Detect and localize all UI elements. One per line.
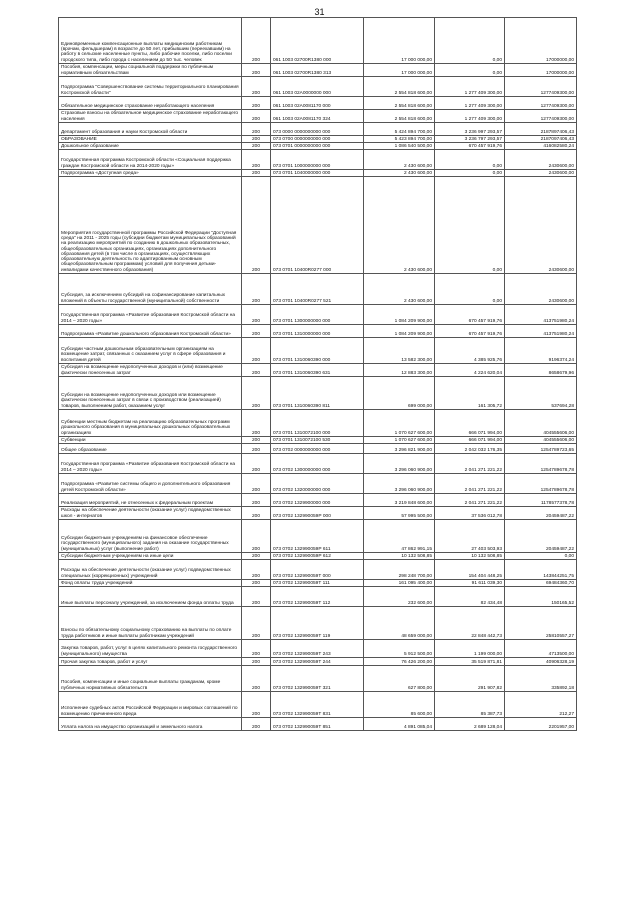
- row-approved-cell: 76 426 200,00: [364, 658, 435, 666]
- row-executed-cell: 154 404 448,25: [435, 560, 505, 580]
- table-row: [59, 474, 577, 494]
- table-row: [59, 454, 577, 474]
- row-approved-cell: 3 296 060 900,00: [364, 474, 435, 494]
- row-executed-cell: 291 907,82: [435, 666, 505, 692]
- row-remaining-cell: 8658679,96: [505, 364, 577, 377]
- row-name-cell: Расходы на обеспечение деятельности (оказание услуг) подведомственных специальных (коррекционных) учреждений: [59, 560, 242, 580]
- row-remaining-cell: 2201957,00: [505, 718, 577, 731]
- row-approved-cell: 2 430 600,00: [364, 177, 435, 274]
- row-budget-code-cell: 061 1003 02700R1380 313: [271, 64, 364, 77]
- row-name-cell: Прочая закупка товаров, работ и услуг: [59, 658, 242, 666]
- row-name-cell: Департамент образования и науки Костромской области: [59, 123, 242, 136]
- row-executed-cell: 10 132 508,85: [435, 553, 505, 560]
- table-row: [59, 437, 577, 444]
- row-budget-code-cell: 073 0702 132990059Р 612: [271, 553, 364, 560]
- row-name-cell: Фонд оплаты труда учреждений: [59, 580, 242, 587]
- row-budget-code-cell: 073 0702 132990059Т 243: [271, 640, 364, 658]
- row-executed-cell: 3 236 797 293,57: [435, 136, 505, 143]
- row-line-code-cell: 200: [242, 692, 271, 718]
- table-row: [59, 274, 577, 305]
- row-budget-code-cell: 073 0701 0000000000 000: [271, 143, 364, 150]
- table-row: [59, 150, 577, 170]
- row-name-cell: Государственная программа «Развитие образования Костромской области на 2014 – 2020 годы»: [59, 454, 242, 474]
- table-row: [59, 136, 577, 143]
- row-name-cell: Исполнение судебных актов Российской Федерации и мировых соглашений по возмещению причиненного вреда: [59, 692, 242, 718]
- row-remaining-cell: 2187097406,43: [505, 136, 577, 143]
- row-remaining-cell: 17000000,00: [505, 18, 577, 64]
- row-approved-cell: 10 132 508,85: [364, 553, 435, 560]
- row-remaining-cell: 413751980,24: [505, 305, 577, 325]
- row-approved-cell: 5 424 894 700,00: [364, 123, 435, 136]
- row-name-cell: Закупка товаров, работ, услуг в целях капитального ремонта государственного (муниципального) имущества: [59, 640, 242, 658]
- row-line-code-cell: 200: [242, 338, 271, 364]
- row-approved-cell: 5 423 894 700,00: [364, 136, 435, 143]
- row-name-cell: Единовременные компенсационные выплаты медицинским работникам (врачам, фельдшерам) в возрасте до 50 лет, прибывшим (переехавшим) на работу в сельские населенные пункты, либо рабочие поселки, либо поселки городского типа, либо города с населением до 50 тыс. человек: [59, 18, 242, 64]
- table-row: [59, 338, 577, 364]
- row-remaining-cell: 404555606,00: [505, 410, 577, 437]
- row-budget-code-cell: 061 1003 02А0081170 324: [271, 110, 364, 123]
- table-row: [59, 560, 577, 580]
- row-name-cell: Пособия, компенсации, меры социальной поддержки по публичным нормативным обязательствам: [59, 64, 242, 77]
- row-budget-code-cell: 073 0701 1000000000 000: [271, 150, 364, 170]
- row-executed-cell: 0,00: [435, 177, 505, 274]
- row-remaining-cell: 537694,28: [505, 377, 577, 410]
- row-remaining-cell: 1277409300,00: [505, 110, 577, 123]
- row-executed-cell: 22 848 442,73: [435, 607, 505, 640]
- row-line-code-cell: 200: [242, 325, 271, 338]
- row-name-cell: Государственная программа Костромской области «Социальная поддержка граждан Костромской области на 2014-2020 годы»: [59, 150, 242, 170]
- table-row: [59, 64, 577, 77]
- row-name-cell: Иные выплаты персоналу учреждений, за исключением фонда оплаты труда: [59, 587, 242, 607]
- table-row: [59, 97, 577, 110]
- row-name-cell: Субсидии бюджетным учреждениям на иные цели: [59, 553, 242, 560]
- row-line-code-cell: 200: [242, 560, 271, 580]
- row-approved-cell: 57 995 500,00: [364, 507, 435, 520]
- row-budget-code-cell: 073 0701 10400R0277 521: [271, 274, 364, 305]
- row-line-code-cell: 200: [242, 150, 271, 170]
- row-approved-cell: 85 600,00: [364, 692, 435, 718]
- row-remaining-cell: 1277409300,00: [505, 97, 577, 110]
- row-remaining-cell: 143844251,75: [505, 560, 577, 580]
- row-executed-cell: 1 277 409 300,00: [435, 77, 505, 97]
- row-executed-cell: 666 071 994,00: [435, 437, 505, 444]
- row-executed-cell: 85 387,73: [435, 692, 505, 718]
- row-remaining-cell: 1254789678,78: [505, 474, 577, 494]
- row-executed-cell: 1 199 000,00: [435, 640, 505, 658]
- budget-table-body: [59, 18, 577, 731]
- row-remaining-cell: 9196374,24: [505, 338, 577, 364]
- table-row: [59, 718, 577, 731]
- table-row: [59, 170, 577, 177]
- row-line-code-cell: 200: [242, 607, 271, 640]
- row-executed-cell: 0,00: [435, 170, 505, 177]
- row-line-code-cell: 200: [242, 97, 271, 110]
- row-remaining-cell: 0,00: [505, 553, 577, 560]
- row-line-code-cell: 200: [242, 718, 271, 731]
- table-row: [59, 110, 577, 123]
- table-row: [59, 580, 577, 587]
- table-row: [59, 77, 577, 97]
- row-remaining-cell: 150165,52: [505, 587, 577, 607]
- table-row: [59, 692, 577, 718]
- row-name-cell: Подпрограмма «Доступная среда»: [59, 170, 242, 177]
- row-budget-code-cell: 061 1003 02А0081170 000: [271, 97, 364, 110]
- row-name-cell: Пособия, компенсации и иные социальные выплаты гражданам, кроме публичных нормативных обязательств: [59, 666, 242, 692]
- row-remaining-cell: 69484360,70: [505, 580, 577, 587]
- row-line-code-cell: 200: [242, 170, 271, 177]
- row-approved-cell: 17 000 000,00: [364, 18, 435, 64]
- row-approved-cell: 2 430 600,00: [364, 170, 435, 177]
- row-remaining-cell: 1254789678,78: [505, 454, 577, 474]
- row-line-code-cell: 200: [242, 437, 271, 444]
- row-executed-cell: 2 042 032 176,35: [435, 444, 505, 454]
- row-budget-code-cell: 073 0701 1310072100 000: [271, 410, 364, 437]
- row-name-cell: Страховые взносы на обязательное медицинское страхование неработающего населения: [59, 110, 242, 123]
- row-executed-cell: 3 236 997 293,57: [435, 123, 505, 136]
- row-approved-cell: 3 296 821 900,00: [364, 444, 435, 454]
- table-row: [59, 143, 577, 150]
- row-name-cell: Субсидии на возмещение недополученных доходов или возмещение фактически понесенных затрат в связи с производством (реализацией) товаров, выполнением работ, оказанием услуг: [59, 377, 242, 410]
- row-remaining-cell: 20459487,22: [505, 520, 577, 553]
- row-executed-cell: 2 041 271 221,22: [435, 474, 505, 494]
- row-executed-cell: 0,00: [435, 150, 505, 170]
- row-executed-cell: 82 434,48: [435, 587, 505, 607]
- row-budget-code-cell: 073 0000 0000000000 000: [271, 123, 364, 136]
- row-approved-cell: 3 219 848 600,00: [364, 494, 435, 507]
- row-executed-cell: 2 689 128,04: [435, 718, 505, 731]
- row-approved-cell: 5 912 500,00: [364, 640, 435, 658]
- row-line-code-cell: 200: [242, 110, 271, 123]
- row-remaining-cell: 2430600,00: [505, 150, 577, 170]
- row-line-code-cell: 200: [242, 587, 271, 607]
- row-approved-cell: 1 086 540 500,00: [364, 143, 435, 150]
- row-budget-code-cell: 061 1003 02А0000000 000: [271, 77, 364, 97]
- row-name-cell: Субсидия, за исключением субсидий на софинансирование капитальных вложений в объекты государственной (муниципальной) собственности: [59, 274, 242, 305]
- row-remaining-cell: 17000000,00: [505, 64, 577, 77]
- row-executed-cell: 4 385 925,76: [435, 338, 505, 364]
- row-line-code-cell: 200: [242, 666, 271, 692]
- row-budget-code-cell: 073 0702 132990059Т 244: [271, 658, 364, 666]
- row-line-code-cell: 200: [242, 77, 271, 97]
- row-remaining-cell: 25810557,27: [505, 607, 577, 640]
- row-line-code-cell: 200: [242, 136, 271, 143]
- row-line-code-cell: 200: [242, 640, 271, 658]
- row-line-code-cell: 200: [242, 377, 271, 410]
- row-remaining-cell: 1277409300,00: [505, 77, 577, 97]
- row-budget-code-cell: 073 0702 1300000000 000: [271, 454, 364, 474]
- row-budget-code-cell: 073 0702 0000000000 000: [271, 444, 364, 454]
- row-budget-code-cell: 073 0701 10400R0277 000: [271, 177, 364, 274]
- table-row: [59, 587, 577, 607]
- row-approved-cell: 1 084 209 900,00: [364, 305, 435, 325]
- row-budget-code-cell: 073 0702 132990059Т 851: [271, 718, 364, 731]
- row-executed-cell: 1 277 409 300,00: [435, 110, 505, 123]
- row-line-code-cell: 200: [242, 364, 271, 377]
- row-line-code-cell: 200: [242, 143, 271, 150]
- table-row: [59, 520, 577, 553]
- row-budget-code-cell: 073 0702 1329900000 000: [271, 494, 364, 507]
- row-name-cell: Дошкольное образование: [59, 143, 242, 150]
- table-row: [59, 377, 577, 410]
- table-row: [59, 410, 577, 437]
- row-name-cell: Взносы по обязательному социальному страхованию на выплаты по оплате труда работников и иные выплаты работникам учреждений: [59, 607, 242, 640]
- row-approved-cell: 4 891 085,04: [364, 718, 435, 731]
- row-budget-code-cell: 073 0701 1310000000 000: [271, 325, 364, 338]
- row-executed-cell: 91 611 039,30: [435, 580, 505, 587]
- row-budget-code-cell: 073 0702 132990059Т 111: [271, 580, 364, 587]
- row-remaining-cell: 40906328,19: [505, 658, 577, 666]
- row-name-cell: Подпрограмма "Совершенствование системы территориального планирования Костромской области": [59, 77, 242, 97]
- row-approved-cell: 47 862 991,15: [364, 520, 435, 553]
- row-budget-code-cell: 073 0701 1310060390 811: [271, 377, 364, 410]
- table-row: [59, 364, 577, 377]
- row-budget-code-cell: 073 0702 132990059Т 831: [271, 692, 364, 718]
- row-executed-cell: 670 457 919,76: [435, 143, 505, 150]
- row-approved-cell: 13 582 300,00: [364, 338, 435, 364]
- row-budget-code-cell: 073 0702 132990059Т 112: [271, 587, 364, 607]
- table-row: [59, 494, 577, 507]
- row-approved-cell: 3 296 060 900,00: [364, 454, 435, 474]
- row-name-cell: Государственная программа «Развитие образования Костромской области на 2014 – 2020 годы»: [59, 305, 242, 325]
- row-remaining-cell: 4713500,00: [505, 640, 577, 658]
- row-name-cell: Субвенции: [59, 437, 242, 444]
- table-row: [59, 177, 577, 274]
- row-line-code-cell: 200: [242, 64, 271, 77]
- table-row: [59, 553, 577, 560]
- row-line-code-cell: 200: [242, 580, 271, 587]
- row-executed-cell: 37 536 012,78: [435, 507, 505, 520]
- row-line-code-cell: 200: [242, 123, 271, 136]
- row-name-cell: Субсидии частным дошкольным образовательным организациям на возмещение затрат, связанных с оказанием услуг в сфере образования и воспитания детей: [59, 338, 242, 364]
- table-row: [59, 123, 577, 136]
- row-executed-cell: 35 519 871,81: [435, 658, 505, 666]
- row-name-cell: Подпрограмма «Развитие системы общего и дополнительного образования детей Костромской области»: [59, 474, 242, 494]
- row-approved-cell: 12 883 300,00: [364, 364, 435, 377]
- row-approved-cell: 17 000 000,00: [364, 64, 435, 77]
- row-approved-cell: 2 430 600,00: [364, 150, 435, 170]
- row-approved-cell: 2 430 600,00: [364, 274, 435, 305]
- row-remaining-cell: 20459487,22: [505, 507, 577, 520]
- row-approved-cell: 1 070 627 600,00: [364, 437, 435, 444]
- row-approved-cell: 48 659 000,00: [364, 607, 435, 640]
- row-line-code-cell: 200: [242, 177, 271, 274]
- row-remaining-cell: 404555606,00: [505, 437, 577, 444]
- row-budget-code-cell: 073 0702 132990059Р 611: [271, 520, 364, 553]
- row-executed-cell: 0,00: [435, 18, 505, 64]
- row-name-cell: Подпрограмма «Развитие дошкольного образования Костромской области»: [59, 325, 242, 338]
- row-line-code-cell: 200: [242, 494, 271, 507]
- row-name-cell: Субсидия на возмещение недополученных доходов и (или) возмещение фактически понесенных затрат: [59, 364, 242, 377]
- row-executed-cell: 0,00: [435, 274, 505, 305]
- row-budget-code-cell: 061 1003 02700R1380 000: [271, 18, 364, 64]
- table-row: [59, 607, 577, 640]
- row-executed-cell: 2 041 271 221,22: [435, 454, 505, 474]
- row-name-cell: Обязательное медицинское страхование неработающего населения: [59, 97, 242, 110]
- budget-table: [58, 17, 577, 731]
- row-approved-cell: 699 000,00: [364, 377, 435, 410]
- row-name-cell: ОБРАЗОВАНИЕ: [59, 136, 242, 143]
- row-approved-cell: 2 554 818 600,00: [364, 77, 435, 97]
- row-line-code-cell: 200: [242, 410, 271, 437]
- row-line-code-cell: 200: [242, 553, 271, 560]
- row-name-cell: Субсидии бюджетным учреждениям на финансовое обеспечение государственного (муниципального) задания на оказание государственных (муниципальных) услуг (выполнение работ): [59, 520, 242, 553]
- row-budget-code-cell: 073 0702 132990059Р 000: [271, 507, 364, 520]
- row-approved-cell: 1 084 209 900,00: [364, 325, 435, 338]
- row-budget-code-cell: 073 0702 132990059Т 119: [271, 607, 364, 640]
- row-remaining-cell: 335892,18: [505, 666, 577, 692]
- row-budget-code-cell: 073 0701 1310060390 631: [271, 364, 364, 377]
- row-remaining-cell: 212,27: [505, 692, 577, 718]
- row-line-code-cell: 200: [242, 305, 271, 325]
- row-budget-code-cell: 073 0700 0000000000 000: [271, 136, 364, 143]
- row-remaining-cell: 2430600,00: [505, 177, 577, 274]
- row-executed-cell: 670 457 919,76: [435, 325, 505, 338]
- row-line-code-cell: 200: [242, 507, 271, 520]
- row-approved-cell: 627 800,00: [364, 666, 435, 692]
- row-executed-cell: 666 071 994,00: [435, 410, 505, 437]
- row-budget-code-cell: 073 0702 132990059Т 000: [271, 560, 364, 580]
- row-name-cell: Расходы на обеспечение деятельности (оказание услуг) подведомственных школ - интернатов: [59, 507, 242, 520]
- row-budget-code-cell: 073 0702 132990059Т 321: [271, 666, 364, 692]
- row-executed-cell: 1 277 409 300,00: [435, 97, 505, 110]
- row-executed-cell: 161 305,72: [435, 377, 505, 410]
- row-executed-cell: 0,00: [435, 64, 505, 77]
- row-approved-cell: 1 070 627 600,00: [364, 410, 435, 437]
- row-executed-cell: 2 041 271 221,22: [435, 494, 505, 507]
- row-remaining-cell: 1254789723,65: [505, 444, 577, 454]
- row-budget-code-cell: 073 0702 1320000000 000: [271, 474, 364, 494]
- row-remaining-cell: 413751980,24: [505, 325, 577, 338]
- table-row: [59, 444, 577, 454]
- row-line-code-cell: 200: [242, 18, 271, 64]
- page-number: 31: [314, 7, 325, 17]
- row-remaining-cell: 2430600,00: [505, 274, 577, 305]
- row-approved-cell: 2 554 818 600,00: [364, 97, 435, 110]
- row-approved-cell: 2 554 818 600,00: [364, 110, 435, 123]
- row-name-cell: Реализация мероприятий, не отнесенных к федеральным проектам: [59, 494, 242, 507]
- row-budget-code-cell: 073 0701 1310060390 000: [271, 338, 364, 364]
- table-row: [59, 18, 577, 64]
- row-remaining-cell: 2187897406,43: [505, 123, 577, 136]
- row-line-code-cell: 200: [242, 474, 271, 494]
- row-executed-cell: 670 457 919,76: [435, 305, 505, 325]
- row-remaining-cell: 2430600,00: [505, 170, 577, 177]
- table-row: [59, 325, 577, 338]
- table-row: [59, 658, 577, 666]
- row-approved-cell: 298 248 700,00: [364, 560, 435, 580]
- row-line-code-cell: 200: [242, 444, 271, 454]
- row-name-cell: Уплата налога на имущество организаций и земельного налога: [59, 718, 242, 731]
- row-executed-cell: 27 403 503,93: [435, 520, 505, 553]
- table-row: [59, 666, 577, 692]
- row-line-code-cell: 200: [242, 658, 271, 666]
- row-remaining-cell: 416082580,24: [505, 143, 577, 150]
- row-approved-cell: 161 095 400,00: [364, 580, 435, 587]
- row-budget-code-cell: 073 0701 1040000000 000: [271, 170, 364, 177]
- table-row: [59, 305, 577, 325]
- row-approved-cell: 232 600,00: [364, 587, 435, 607]
- row-line-code-cell: 200: [242, 274, 271, 305]
- row-line-code-cell: 200: [242, 454, 271, 474]
- row-name-cell: Общее образование: [59, 444, 242, 454]
- row-executed-cell: 4 224 620,04: [435, 364, 505, 377]
- row-budget-code-cell: 073 0701 1310072100 530: [271, 437, 364, 444]
- table-row: [59, 507, 577, 520]
- row-budget-code-cell: 073 0701 1300000000 000: [271, 305, 364, 325]
- row-line-code-cell: 200: [242, 520, 271, 553]
- row-remaining-cell: 1178577378,78: [505, 494, 577, 507]
- table-row: [59, 640, 577, 658]
- row-name-cell: Мероприятия государственной программы Российской Федерации "Доступная среда" на 2011 - 2025 годы (субсидии бюджетам муниципальных образований на реализацию мероприятий по созданию в дошкольных образовательных, общеобразовательных организациях, организациях дополнительного образования детей (в том числе в организациях, осуществляющих образовательную деятельность по адаптированным основным общеобразовательным программам) условий для получения детьми-инвалидами качественного образования): [59, 177, 242, 274]
- row-name-cell: Субвенции местным бюджетам на реализацию образовательных программ дошкольного образования в муниципальных дошкольных образовательных организациях: [59, 410, 242, 437]
